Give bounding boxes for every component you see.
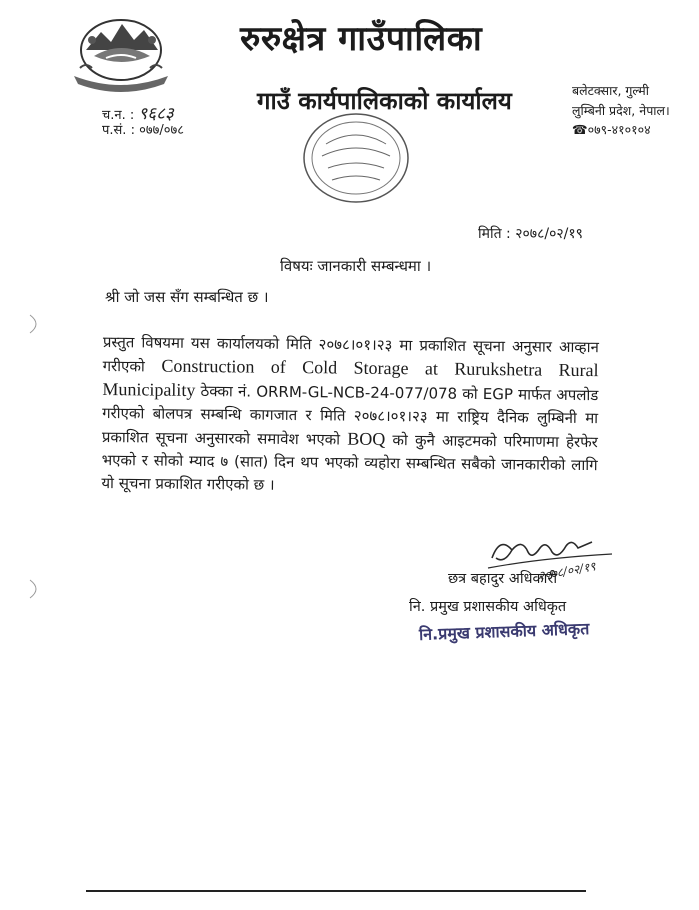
body-part-2: ठेक्का नं. ORRM-GL-NCB-24-077/078 को EGP मार्फत अपलोड गरीएको बोलपत्र सम्बन्धि कागजात र मिति २०७८।०१।२३ मा राष्ट्रिय दैनिक लुम्बिनी मा प्रकाशित सूचना अनुसारको समावेश भएको <box>101 382 599 449</box>
date-label: मिति : <box>478 226 511 242</box>
letter-subject <box>280 256 431 276</box>
body-part-1: प्रस्तुत विषयमा यस कार्यालयको मिति २०७८।०१।२३ मा प्रकाशित सूचना अनुसार आव्हान गरीएको <box>102 332 599 376</box>
boq-label: BOQ <box>347 428 386 449</box>
signatory-name: छत्र बहादुर अधिकारी <box>448 571 558 587</box>
punch-hole-mark <box>28 313 42 335</box>
address-line-1: बलेटक्सार, गुल्मी <box>572 83 650 98</box>
body-part-3: को कुनै आइटमको परिमाणमा हेरफेर भएको र सोको म्याद ७ (सात) दिन थप भएको व्यहोरा सम्बन्धित सबैको जानकारीको लागि यो सूचना प्रकाशित गरीएको छ । <box>101 431 598 494</box>
subject-label: विषयः <box>280 257 313 275</box>
fiscal-year <box>102 120 184 138</box>
salutation: श्री जो जस सँग सम्बन्धित छ । <box>105 288 269 306</box>
letter-date <box>478 224 583 243</box>
address-line-2: लुम्बिनी प्रदेश, नेपाल। <box>572 103 670 118</box>
phone-number: ☎०७९-४१०१०४ <box>572 122 651 137</box>
office-subtitle: गाउँ कार्यपालिकाको कार्यालय <box>257 87 512 115</box>
subject-value: जानकारी सम्बन्धमा । <box>317 257 432 275</box>
signature-date: २०७८/०२/१९ <box>537 559 597 584</box>
municipality-title: रुरुक्षेत्र गाउँपालिका <box>240 19 483 59</box>
fiscal-year-value: ०७७/०७८ <box>139 123 185 138</box>
date-value: २०७८/०२/१९ <box>515 226 583 242</box>
dispatch-label: च.न. : <box>102 108 135 123</box>
project-name: Construction of Cold Storage at Rurukshetra Rural Municipality <box>102 355 599 400</box>
signatory-designation: नि. प्रमुख प्रशासकीय अधिकृत <box>409 599 567 615</box>
office-seal-stamp <box>298 108 418 208</box>
letter-body <box>101 331 599 500</box>
footer-divider <box>86 890 586 892</box>
fiscal-year-label: प.सं. : <box>102 123 135 138</box>
nepal-emblem-icon <box>66 10 176 94</box>
designation-stamp: नि.प्रमुख प्रशासकीय अधिकृत <box>418 619 590 644</box>
punch-hole-mark <box>28 578 42 600</box>
dispatch-number-value: ९६८३ <box>138 104 174 124</box>
